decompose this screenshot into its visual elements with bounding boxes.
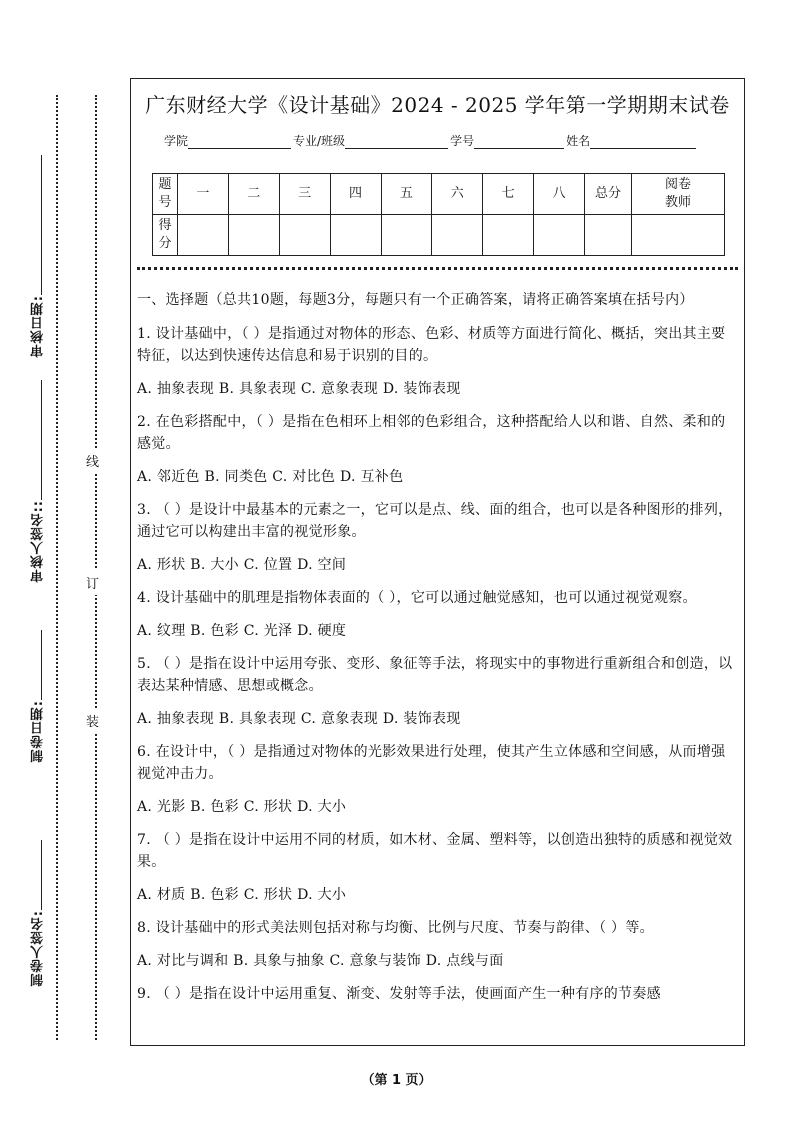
score-cell-4[interactable] <box>330 215 381 256</box>
section-choice-questions <box>137 289 738 1016</box>
paper-maker-signature-field <box>20 840 56 986</box>
binding-dotted-line <box>56 95 58 1040</box>
question-3-options: A. 形状 B. 大小 C. 位置 D. 空间 <box>137 557 347 573</box>
column-header-7: 七 <box>483 174 534 215</box>
question-4-options: A. 纹理 B. 色彩 C. 光泽 D. 硬度 <box>137 623 347 639</box>
review-date-blank[interactable] <box>41 155 42 295</box>
score-cell-2[interactable] <box>228 215 279 256</box>
score-cell-5[interactable] <box>381 215 432 256</box>
score-char-2: 分 <box>158 236 172 251</box>
binding-char-bind: 装 <box>86 708 99 733</box>
score-cell-reviewer[interactable] <box>632 215 725 256</box>
total-header: 总分 <box>585 174 632 215</box>
question-8-options: A. 对比与调和 B. 具象与抽象 C. 意象与装饰 D. 点线与面 <box>137 953 504 969</box>
review-date-field <box>20 155 56 357</box>
score-cell-7[interactable] <box>483 215 534 256</box>
question-8-stem: 8. 设计基础中的形式美法则包括对称与均衡、比例与尺度、节奏与韵律、（ ）等。 <box>137 920 654 936</box>
reviewer-signature-field <box>20 380 56 582</box>
score-cell-3[interactable] <box>279 215 330 256</box>
question-6-stem: 6. 在设计中，（ ）是指通过对物体的光影效果进行处理，使其产生立体感和空间感，从而增强视觉冲击力。 <box>137 744 726 782</box>
paper-date-field <box>20 630 56 762</box>
column-header-8: 八 <box>534 174 585 215</box>
college-label: 学院 <box>164 134 189 148</box>
reviewer-signature-label: 审核人签名:: <box>30 500 46 583</box>
major-class-label: 专业/班级 <box>293 134 346 148</box>
score-cell-8[interactable] <box>534 215 585 256</box>
review-date-label: 审核日期: <box>30 295 46 358</box>
page-number: （第 1 页） <box>361 1073 432 1088</box>
question-1-stem: 1. 设计基础中，（ ）是指通过对物体的形态、色彩、材质等方面进行简化、概括，突出其主要特征，以达到快速传达信息和易于识别的目的。 <box>137 326 726 364</box>
question-5-options: A. 抽象表现 B. 具象表现 C. 意象表现 D. 装饰表现 <box>137 711 461 727</box>
score-cell-total[interactable] <box>585 215 632 256</box>
exam-title: 广东财经大学《设计基础》2024 - 2025 学年第一学期期末试卷 <box>145 93 730 117</box>
paper-date-label: 制卷日期: <box>30 700 46 763</box>
student-id-blank[interactable] <box>474 135 564 149</box>
score-table <box>152 173 725 256</box>
binding-dotted-line-inner <box>95 95 97 1040</box>
paper-date-blank[interactable] <box>41 630 42 700</box>
column-header-4: 四 <box>330 174 381 215</box>
question-4-stem: 4. 设计基础中的肌理是指物体表面的（ ），它可以通过触觉感知，也可以通过视觉观察。 <box>137 590 697 606</box>
reviewer-header-line-2: 教师 <box>664 195 691 210</box>
column-header-5: 五 <box>381 174 432 215</box>
question-number-header <box>153 174 178 215</box>
major-class-blank[interactable] <box>345 135 448 149</box>
paper-maker-signature-blank[interactable] <box>41 840 42 910</box>
question-7-options: A. 材质 B. 色彩 C. 形状 D. 大小 <box>137 887 347 903</box>
score-table-header-row <box>153 174 725 215</box>
reviewer-header-line-1: 阅卷 <box>664 177 691 193</box>
question-9-stem: 9. （ ）是指在设计中运用重复、渐变、发射等手法，使画面产生一种有序的节奏感 <box>137 986 661 1002</box>
student-id-label: 学号 <box>450 134 475 148</box>
section-heading: 一、选择题（总共10题，每题3分，每题只有一个正确答案，请将正确答案填在括号内） <box>137 292 694 308</box>
score-cell-6[interactable] <box>432 215 483 256</box>
question-6-options: A. 光影 B. 色彩 C. 形状 D. 大小 <box>137 799 347 815</box>
reviewer-signature-blank[interactable] <box>41 380 42 500</box>
column-header-2: 二 <box>228 174 279 215</box>
question-number-char-2: 号 <box>158 195 172 210</box>
score-cell-1[interactable] <box>178 215 229 256</box>
name-blank[interactable] <box>590 135 696 149</box>
question-3-stem: 3. （ ）是设计中最基本的元素之一，它可以是点、线、面的组合，也可以是各种图形的排列，通过它可以构建出丰富的视觉形象。 <box>137 502 733 540</box>
column-header-3: 三 <box>279 174 330 215</box>
score-char-1: 得 <box>158 218 172 234</box>
student-info-row <box>164 132 698 149</box>
reviewer-header <box>632 174 725 215</box>
dotted-divider <box>137 267 738 270</box>
binding-char-staple: 订 <box>86 570 99 595</box>
question-5-stem: 5. （ ）是指在设计中运用夸张、变形、象征等手法，将现实中的事物进行重新组合和创造，以表达某种情感、思想或概念。 <box>137 656 733 694</box>
college-blank[interactable] <box>188 135 291 149</box>
question-7-stem: 7. （ ）是指在设计中运用不同的材质，如木材、金属、塑料等，以创造出独特的质感和视觉效果。 <box>137 832 733 870</box>
column-header-1: 一 <box>178 174 229 215</box>
column-header-6: 六 <box>432 174 483 215</box>
exam-frame <box>130 78 745 1046</box>
question-1-options: A. 抽象表现 B. 具象表现 C. 意象表现 D. 装饰表现 <box>137 381 461 397</box>
paper-maker-signature-label: 制卷人签名: <box>30 910 46 987</box>
binding-char-line: 线 <box>86 448 99 473</box>
question-number-char-1: 题 <box>158 177 172 193</box>
score-row-header <box>153 215 178 256</box>
score-table-score-row <box>153 215 725 256</box>
question-2-stem: 2. 在色彩搭配中，（ ）是指在色相环上相邻的色彩组合，这种搭配给人以和谐、自然、柔和的感觉。 <box>137 414 726 452</box>
name-label: 姓名 <box>566 134 591 148</box>
question-2-options: A. 邻近色 B. 同类色 C. 对比色 D. 互补色 <box>137 469 404 485</box>
